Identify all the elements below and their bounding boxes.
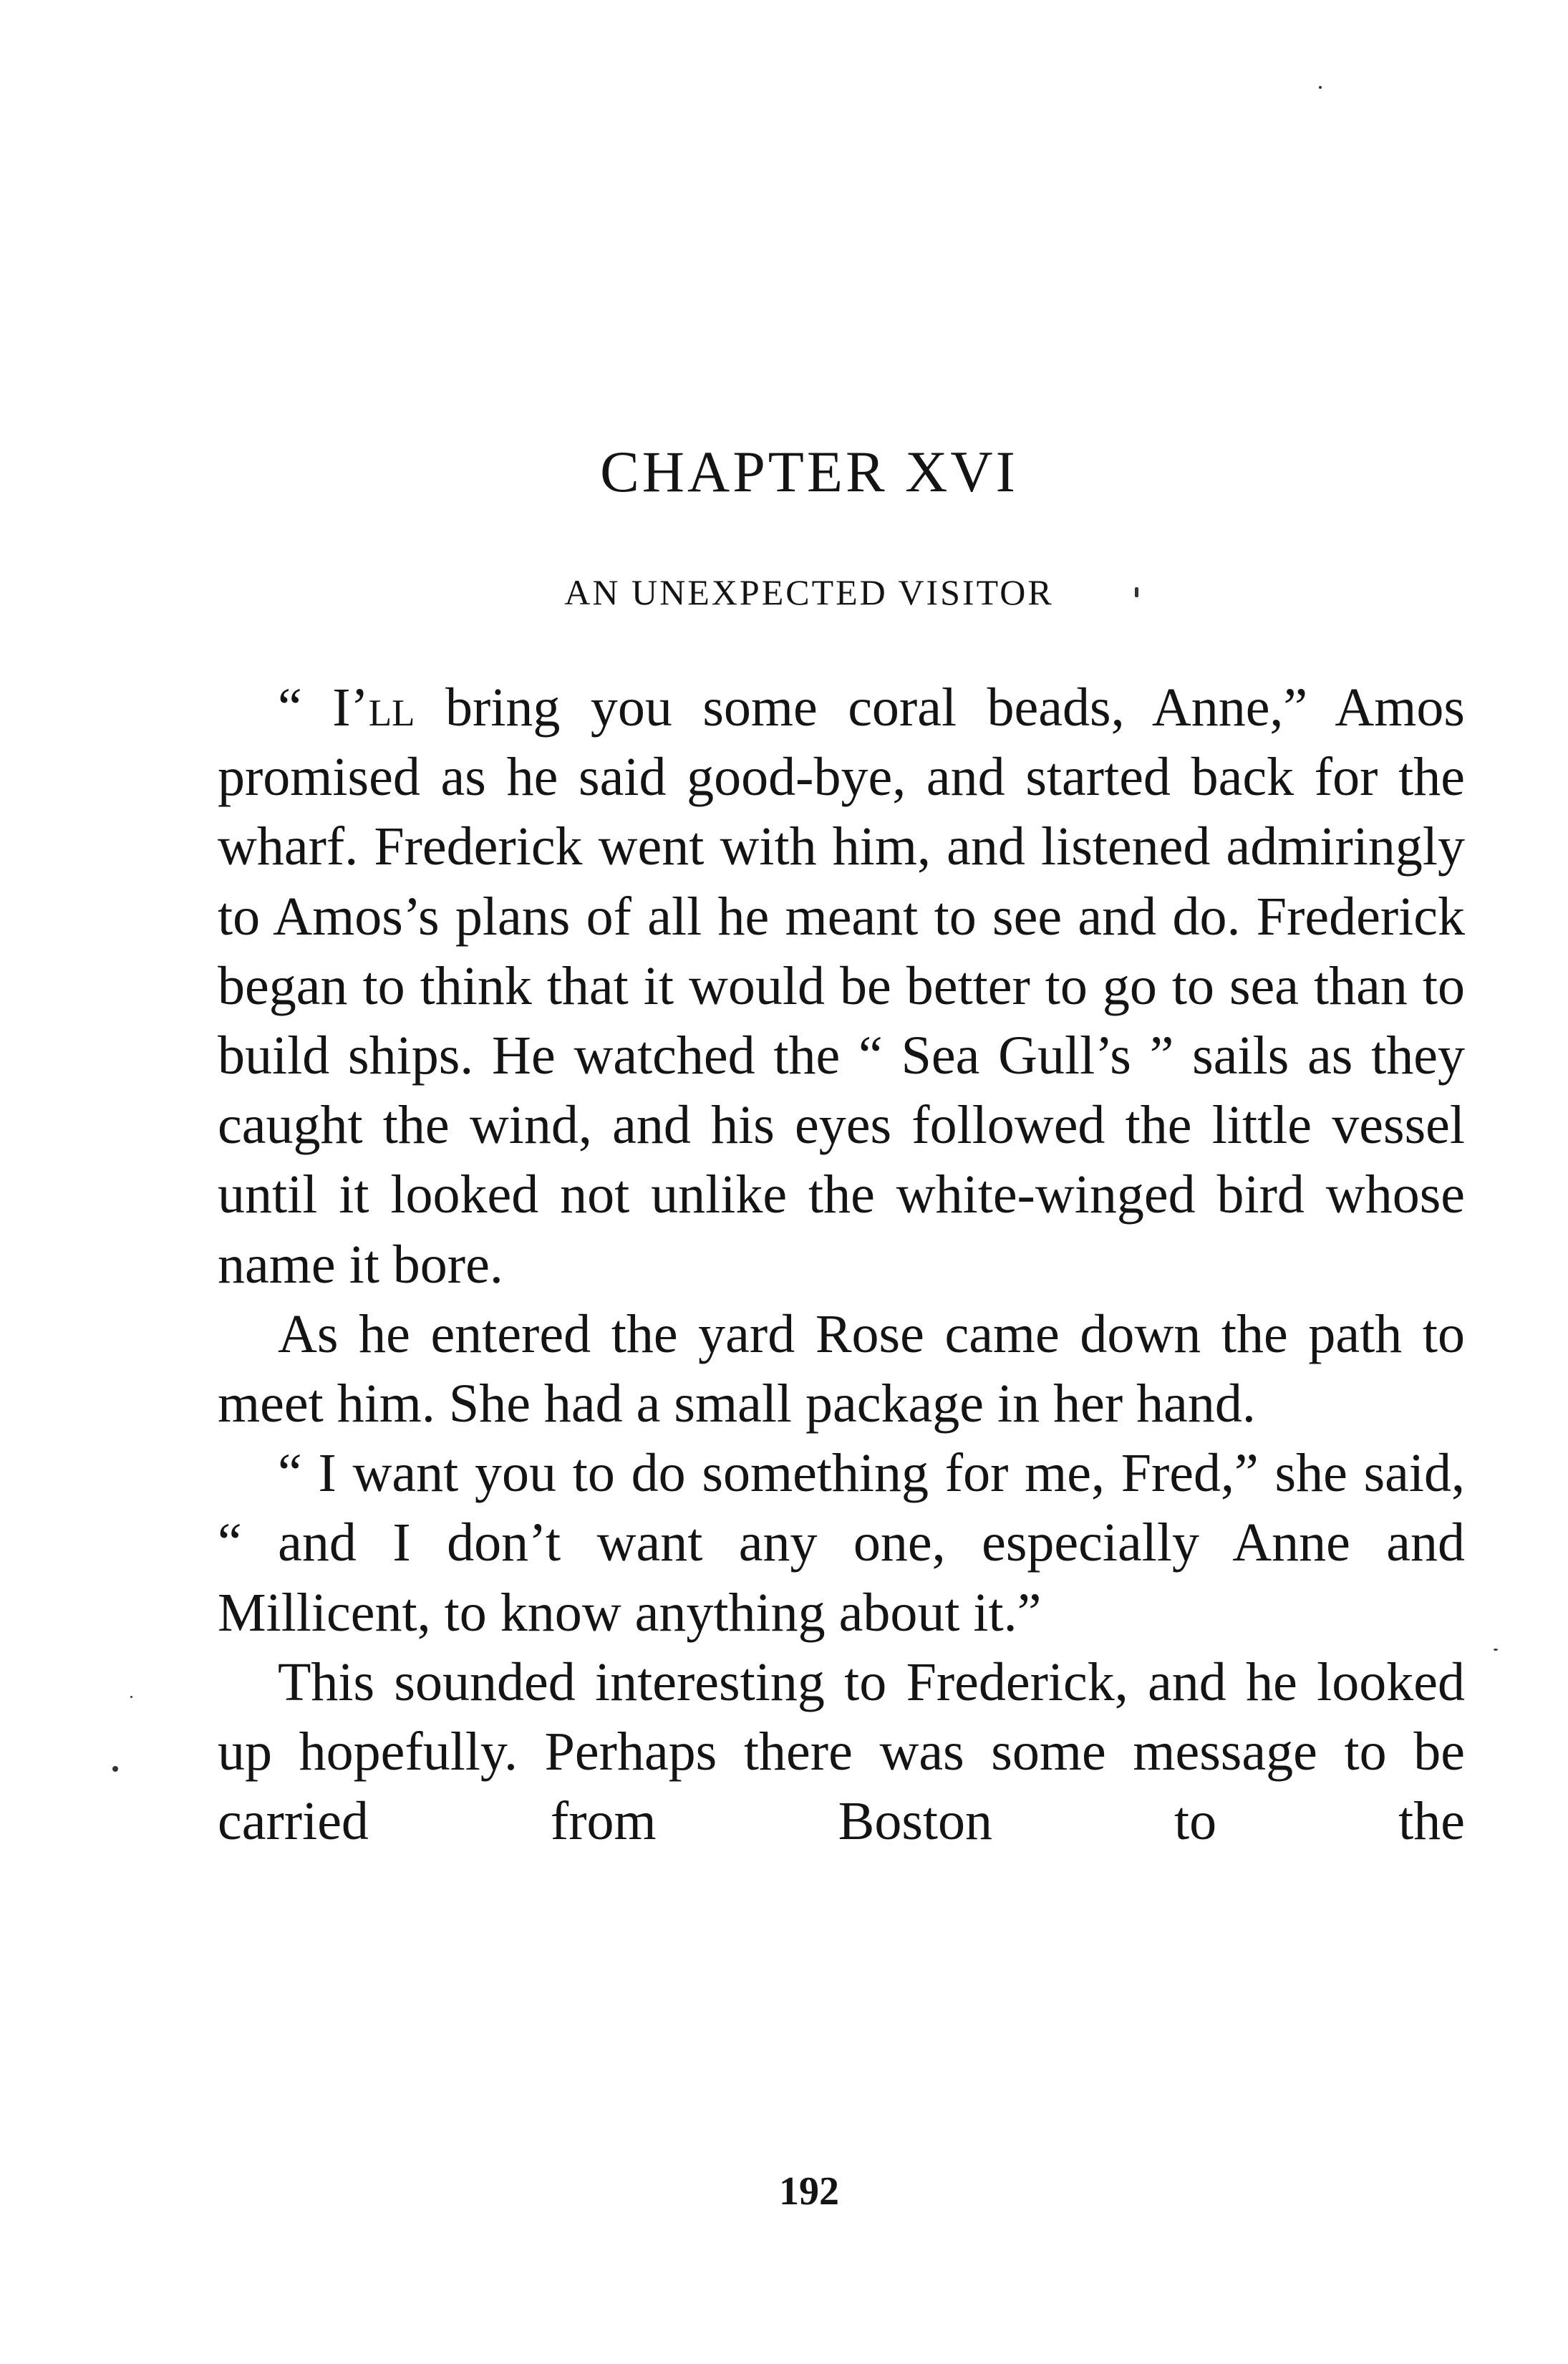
page-number: 192 xyxy=(779,2169,839,2214)
paragraph: This sounded interesting to Frederick, and he looked up hopefully. Perhaps there was some message to be carried from Boston to the xyxy=(218,1651,1465,1852)
scan-speck xyxy=(1319,86,1322,89)
body-text xyxy=(218,673,1465,1856)
scan-speck xyxy=(1135,587,1138,597)
scan-speck xyxy=(1494,1649,1498,1651)
lead-word: I’ll xyxy=(332,677,415,738)
paragraph xyxy=(218,673,1465,1300)
paragraph: “ I want you to do something for me, Fred,” she said, “ and I don’t want any one, especially Anne and Millicent, to know anything about it.” xyxy=(218,1443,1465,1643)
scan-speck xyxy=(130,1696,132,1698)
paragraph: As he entered the yard Rose came down the path to meet him. She had a small package in her hand. xyxy=(218,1303,1465,1434)
open-quote: “ xyxy=(278,677,302,738)
chapter-subtitle: AN UNEXPECTED VISITOR xyxy=(564,572,1054,612)
chapter-title: CHAPTER XVI xyxy=(600,439,1018,504)
scan-speck xyxy=(112,1766,118,1772)
paragraph-text: bring you some coral beads, Anne,” Amos promised as he said good-bye, and started back for the wharf. Frederick went with him, and listened admiringly to Amos’s plans of all he meant to see and do. Frederick began to think that it would be better to go to sea than to build ships. He watched the “ Sea Gull’s ” sails as they caught the wind, and his eyes followed the little vessel until it looked not unlike the white-winged bird whose name it bore. xyxy=(218,677,1465,1295)
